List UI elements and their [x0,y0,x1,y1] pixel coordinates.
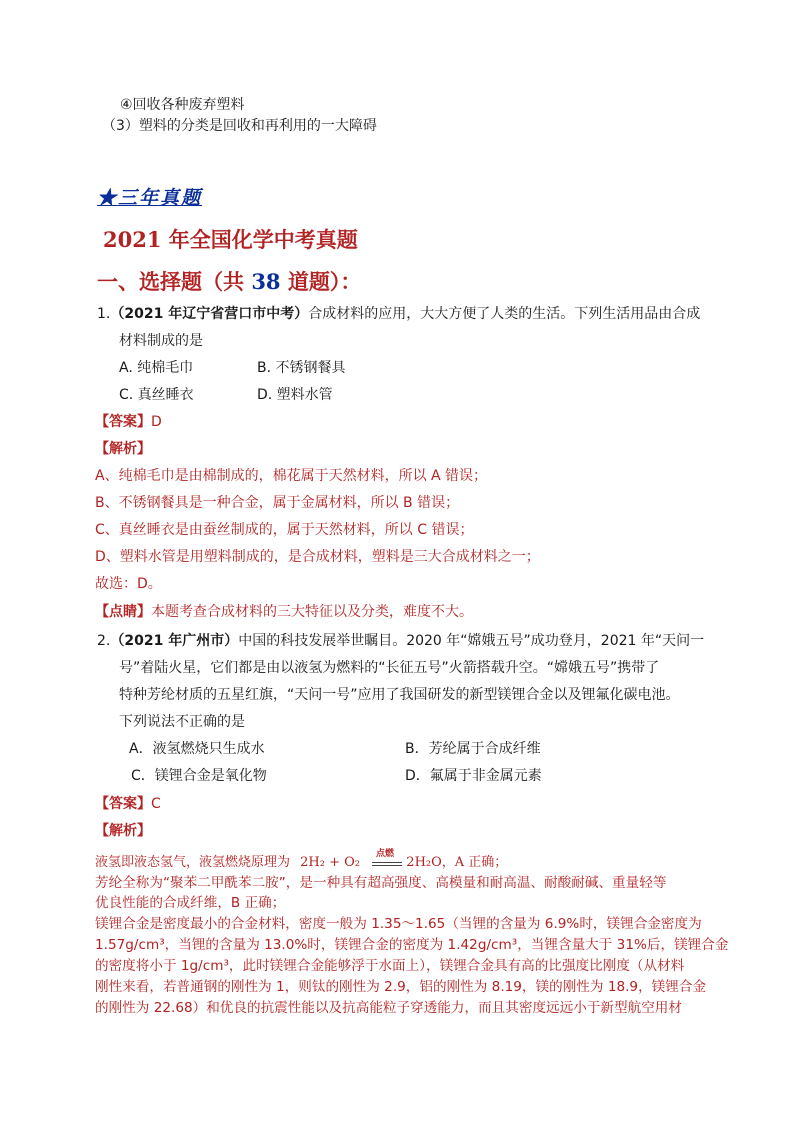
q1-answer-tag: 【答案】 [95,414,151,430]
q2-analysis-line: 的密度将小于 1g/cm³，此时镁锂合金能够浮于水面上），镁锂合金具有高的比强度比刚度（从材料 [95,958,685,974]
year-title: 2021 年全国化学中考真题 [103,227,358,252]
intro-item-4: ④回收各种废弃塑料 [120,97,245,113]
q1-option-c: C. 真丝睡衣 [119,387,194,403]
q2-analysis-line: 镁锂合金是密度最小的合金材料，密度一般为 1.35～1.65（当锂的含量为 6.9%时，镁锂合金密度为 [95,916,702,932]
q1-answer-value: D [151,414,162,430]
q1-comment-text: 本题考查合成材料的三大特征以及分类，难度不大。 [151,604,473,620]
q1-comment-tag: 【点睛】 [95,604,151,620]
q2-source: （2021 年广州市） [110,633,239,649]
q1-analysis-line: C、真丝睡衣是由蚕丝制成的，属于天然材料，所以 C 错误； [95,522,474,538]
q2-stem-line: 特种芳纶材质的五星红旗，“天问一号”应用了我国研发的新型镁锂合金以及锂氟化碳电池。 [119,687,680,703]
section-suffix: 道题）： [280,269,362,294]
q2-analysis-line: 芳纶全称为“聚苯二甲酰苯二胺”，是一种具有超高强度、高模量和耐高温、耐酸耐碱、重量轻等 [95,875,667,891]
q1-analysis-tag: 【解析】 [95,441,151,457]
section-title [97,266,361,296]
q2-number: 2. [97,633,111,649]
q2-eq-left: 2H₂ + O₂ [300,855,361,870]
q1-stem: 合成材料的应用，大大方便了人类的生活。下列生活用品由合成 [308,306,701,322]
q2-eq-bar-top [372,862,402,863]
q1-answer [95,412,162,432]
q2-analysis-line: 刚性来看，若普通钢的刚性为 1，则钛的刚性为 2.9，铝的刚性为 8.19，镁的刚性为 18.9，镁锂合金 [95,979,707,995]
q1-analysis-line: 故选：D。 [95,576,162,592]
q2-eq-right: 2H₂O，A 正确； [406,855,508,870]
q2-analysis-line: 优良性能的合成纤维，B 正确； [95,895,286,911]
q2-eq-prefix: 液氢即液态氢气，液氢燃烧原理为 [95,855,291,870]
q2-analysis-line: 1.57g/cm³，当锂的含量为 13.0%时，镁锂合金的密度为 1.42g/cm³，当锂含量大于 31%后，镁锂合金 [95,937,729,953]
q2-stem-line: 下列说法不正确的是 [119,714,245,730]
section-prefix: 一、选择题（共 [97,269,252,294]
q1-analysis-line: D、塑料水管是用塑料制成的，是合成材料，塑料是三大合成材料之一； [95,549,540,565]
q2-analysis-tag: 【解析】 [95,823,151,839]
q1-number: 1. [97,306,111,322]
q1-source: （2021 年辽宁省营口市中考） [110,306,309,322]
q2-answer [95,794,161,814]
q1-option-d: D. 塑料水管 [257,387,333,403]
q2-answer-value: C [151,796,161,812]
q2-equation-line [95,853,507,873]
q2-answer-tag: 【答案】 [95,796,151,812]
q2-analysis-line: 的刚性为 22.68）和优良的抗震性能以及抗高能粒子穿透能力，而且其密度远远小于新型航空用材 [95,1000,682,1016]
q2-stem-line1 [97,631,704,651]
q1-option-a: A. 纯棉毛巾 [119,360,194,376]
q2-eq-condition: 点燃 [376,849,395,859]
q2-stem: 中国的科技发展举世瞩目。2020 年“嫦娥五号”成功登月，2021 年“天问一 [238,633,705,649]
q2-option-a: A．液氢燃烧只生成水 [129,741,265,757]
q2-option-d: D．氟属于非金属元素 [405,768,542,784]
q1-option-b: B. 不锈钢餐具 [257,360,346,376]
q2-option-c: C．镁锂合金是氧化物 [131,768,267,784]
intro-item-3: （3）塑料的分类是回收和再利用的一大障碍 [102,118,377,134]
question-count: 38 [251,269,281,294]
q1-stem-line1 [97,304,700,324]
q2-eq-bar-bottom [372,865,402,866]
q2-option-b: B．芳纶属于合成纤维 [405,741,541,757]
q2-stem-line: 号”着陆火星，它们都是由以液氢为燃料的“长征五号”火箭搭载升空。“嫦娥五号”携带了 [119,660,660,676]
q1-stem-line2: 材料制成的是 [119,333,203,349]
q1-analysis-line: B、不锈钢餐具是一种合金，属于金属材料，所以 B 错误； [95,495,460,511]
q1-analysis-line: A、纯棉毛巾是由棉制成的，棉花属于天然材料，所以 A 错误； [95,468,488,484]
q1-comment [95,602,473,622]
section-tag: ★三年真题 [97,187,203,209]
